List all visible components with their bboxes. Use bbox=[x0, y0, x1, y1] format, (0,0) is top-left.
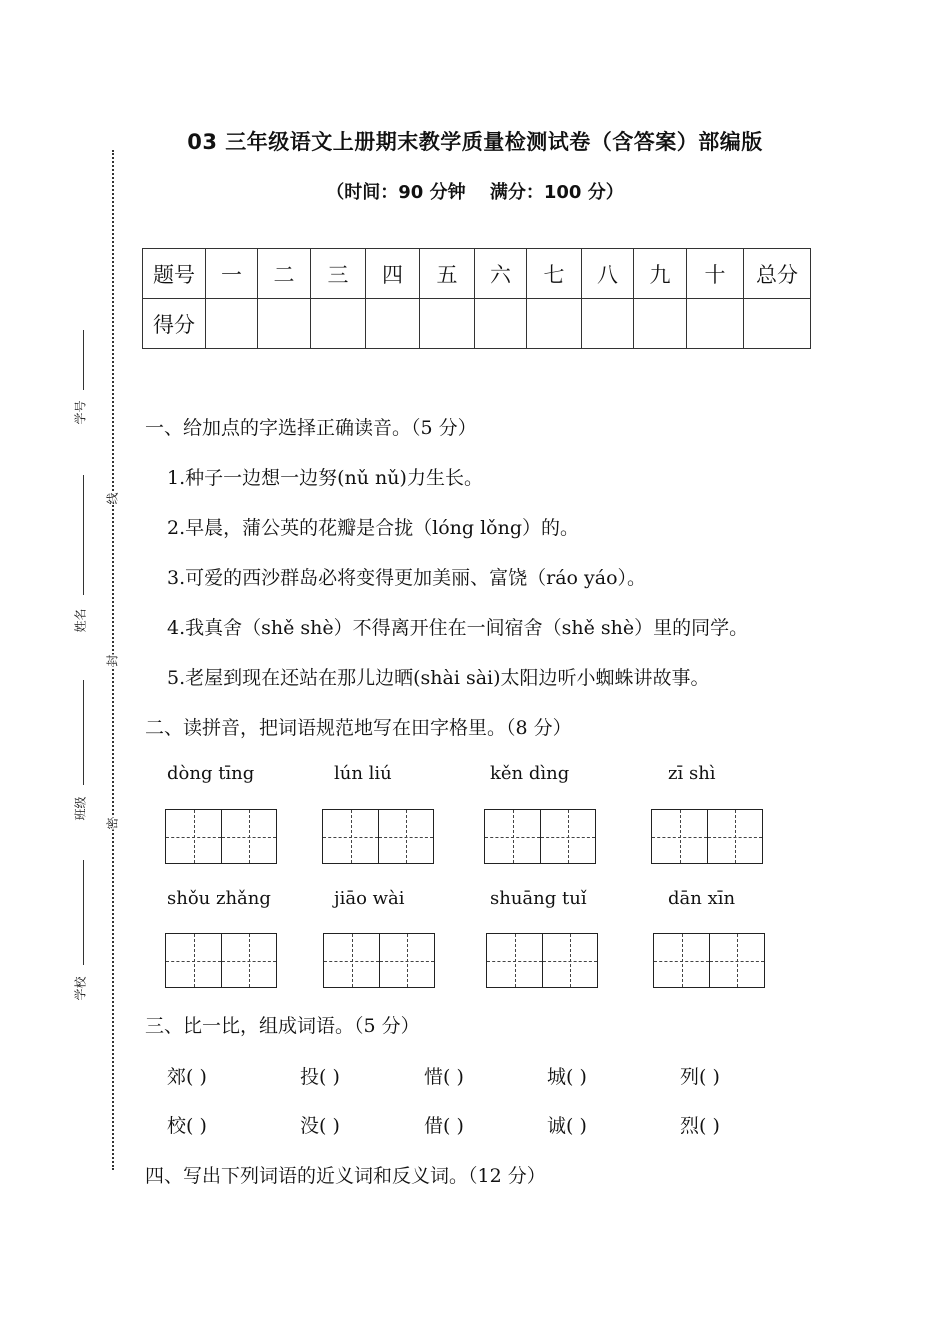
binding-mark-seal: 封 bbox=[105, 654, 120, 667]
page-subtitle: （时间：90 分钟 满分：100 分） bbox=[326, 182, 624, 203]
pinyin-label: shuāng tuǐ bbox=[490, 888, 587, 909]
section-1-heading: 一、给加点的字选择正确读音。（5 分） bbox=[145, 417, 477, 439]
pinyin-label: dòng tīng bbox=[167, 763, 255, 784]
word-blank[interactable]: 借( ) bbox=[424, 1115, 464, 1137]
score-header-cell: 七 bbox=[527, 249, 582, 299]
word-blank[interactable]: 惜( ) bbox=[424, 1066, 464, 1088]
section-3-heading: 三、比一比，组成词语。（5 分） bbox=[145, 1015, 420, 1037]
name-label: 姓名 bbox=[73, 608, 88, 633]
score-table bbox=[142, 248, 811, 349]
score-header-cell: 六 bbox=[475, 249, 527, 299]
word-blank[interactable]: 没( ) bbox=[300, 1115, 340, 1137]
score-header-cell: 总分 bbox=[744, 249, 811, 299]
score-cell[interactable] bbox=[687, 299, 744, 349]
page-title: 03 三年级语文上册期末教学质量检测试卷（含答案）部编版 bbox=[187, 130, 763, 154]
tianzige-box[interactable] bbox=[651, 809, 763, 864]
score-header-cell: 十 bbox=[687, 249, 744, 299]
score-header-cell: 八 bbox=[582, 249, 634, 299]
class-label: 班级 bbox=[73, 796, 88, 821]
score-row-label: 得分 bbox=[143, 299, 206, 349]
word-blank[interactable]: 诚( ) bbox=[547, 1115, 587, 1137]
section-1-item: 4.我真舍（shě shè）不得离开住在一间宿舍（shě shè）里的同学。 bbox=[167, 617, 749, 639]
score-header-cell: 二 bbox=[258, 249, 311, 299]
score-cell[interactable] bbox=[634, 299, 687, 349]
pinyin-label: zī shì bbox=[668, 763, 716, 784]
tianzige-box[interactable] bbox=[486, 933, 598, 988]
section-1-item: 2.早晨，蒲公英的花瓣是合拢（lóng lǒng）的。 bbox=[167, 517, 579, 539]
score-cell[interactable] bbox=[475, 299, 527, 349]
binding-mark-secret: 密 bbox=[105, 817, 120, 830]
student-id-blank bbox=[83, 330, 84, 390]
pinyin-label: lún liú bbox=[334, 763, 392, 784]
binding-mark-line: 线 bbox=[105, 492, 120, 505]
pinyin-label: kěn dìng bbox=[490, 763, 570, 784]
score-cell[interactable] bbox=[582, 299, 634, 349]
score-table-score-row bbox=[143, 299, 811, 349]
score-header-cell: 三 bbox=[311, 249, 366, 299]
section-1-item: 3.可爱的西沙群岛必将变得更加美丽、富饶（ráo yáo）。 bbox=[167, 567, 647, 589]
pinyin-label: shǒu zhǎng bbox=[167, 888, 271, 909]
pinyin-label: dān xīn bbox=[668, 888, 736, 909]
word-blank[interactable]: 郊( ) bbox=[167, 1066, 207, 1088]
score-cell[interactable] bbox=[366, 299, 420, 349]
score-cell[interactable] bbox=[258, 299, 311, 349]
tianzige-box[interactable] bbox=[322, 809, 434, 864]
score-header-cell: 四 bbox=[366, 249, 420, 299]
word-blank[interactable]: 烈( ) bbox=[680, 1115, 720, 1137]
school-label: 学校 bbox=[73, 976, 88, 1001]
word-blank[interactable]: 城( ) bbox=[547, 1066, 587, 1088]
student-id-label: 学号 bbox=[73, 400, 88, 425]
tianzige-box[interactable] bbox=[165, 809, 277, 864]
score-cell[interactable] bbox=[527, 299, 582, 349]
section-1-item: 5.老屋到现在还站在那儿边晒(shài sài)太阳边听小蜘蛛讲故事。 bbox=[167, 667, 710, 689]
score-cell[interactable] bbox=[311, 299, 366, 349]
tianzige-box[interactable] bbox=[653, 933, 765, 988]
score-cell[interactable] bbox=[206, 299, 258, 349]
score-header-cell: 题号 bbox=[143, 249, 206, 299]
tianzige-box[interactable] bbox=[165, 933, 277, 988]
score-header-cell: 九 bbox=[634, 249, 687, 299]
tianzige-box[interactable] bbox=[484, 809, 596, 864]
school-blank bbox=[83, 860, 84, 965]
word-blank[interactable]: 投( ) bbox=[300, 1066, 340, 1088]
word-blank[interactable]: 列( ) bbox=[680, 1066, 720, 1088]
name-blank bbox=[83, 475, 84, 595]
score-table-header-row bbox=[143, 249, 811, 299]
word-blank[interactable]: 校( ) bbox=[167, 1115, 207, 1137]
class-blank bbox=[83, 680, 84, 785]
section-2-heading: 二、读拼音，把词语规范地写在田字格里。（8 分） bbox=[145, 717, 572, 739]
section-4-heading: 四、写出下列词语的近义词和反义词。（12 分） bbox=[145, 1165, 546, 1187]
score-cell[interactable] bbox=[420, 299, 475, 349]
tianzige-box[interactable] bbox=[323, 933, 435, 988]
score-cell[interactable] bbox=[744, 299, 811, 349]
score-header-cell: 一 bbox=[206, 249, 258, 299]
section-1-item: 1.种子一边想一边努(nǔ nǔ)力生长。 bbox=[167, 467, 483, 489]
score-header-cell: 五 bbox=[420, 249, 475, 299]
pinyin-label: jiāo wài bbox=[334, 888, 405, 909]
